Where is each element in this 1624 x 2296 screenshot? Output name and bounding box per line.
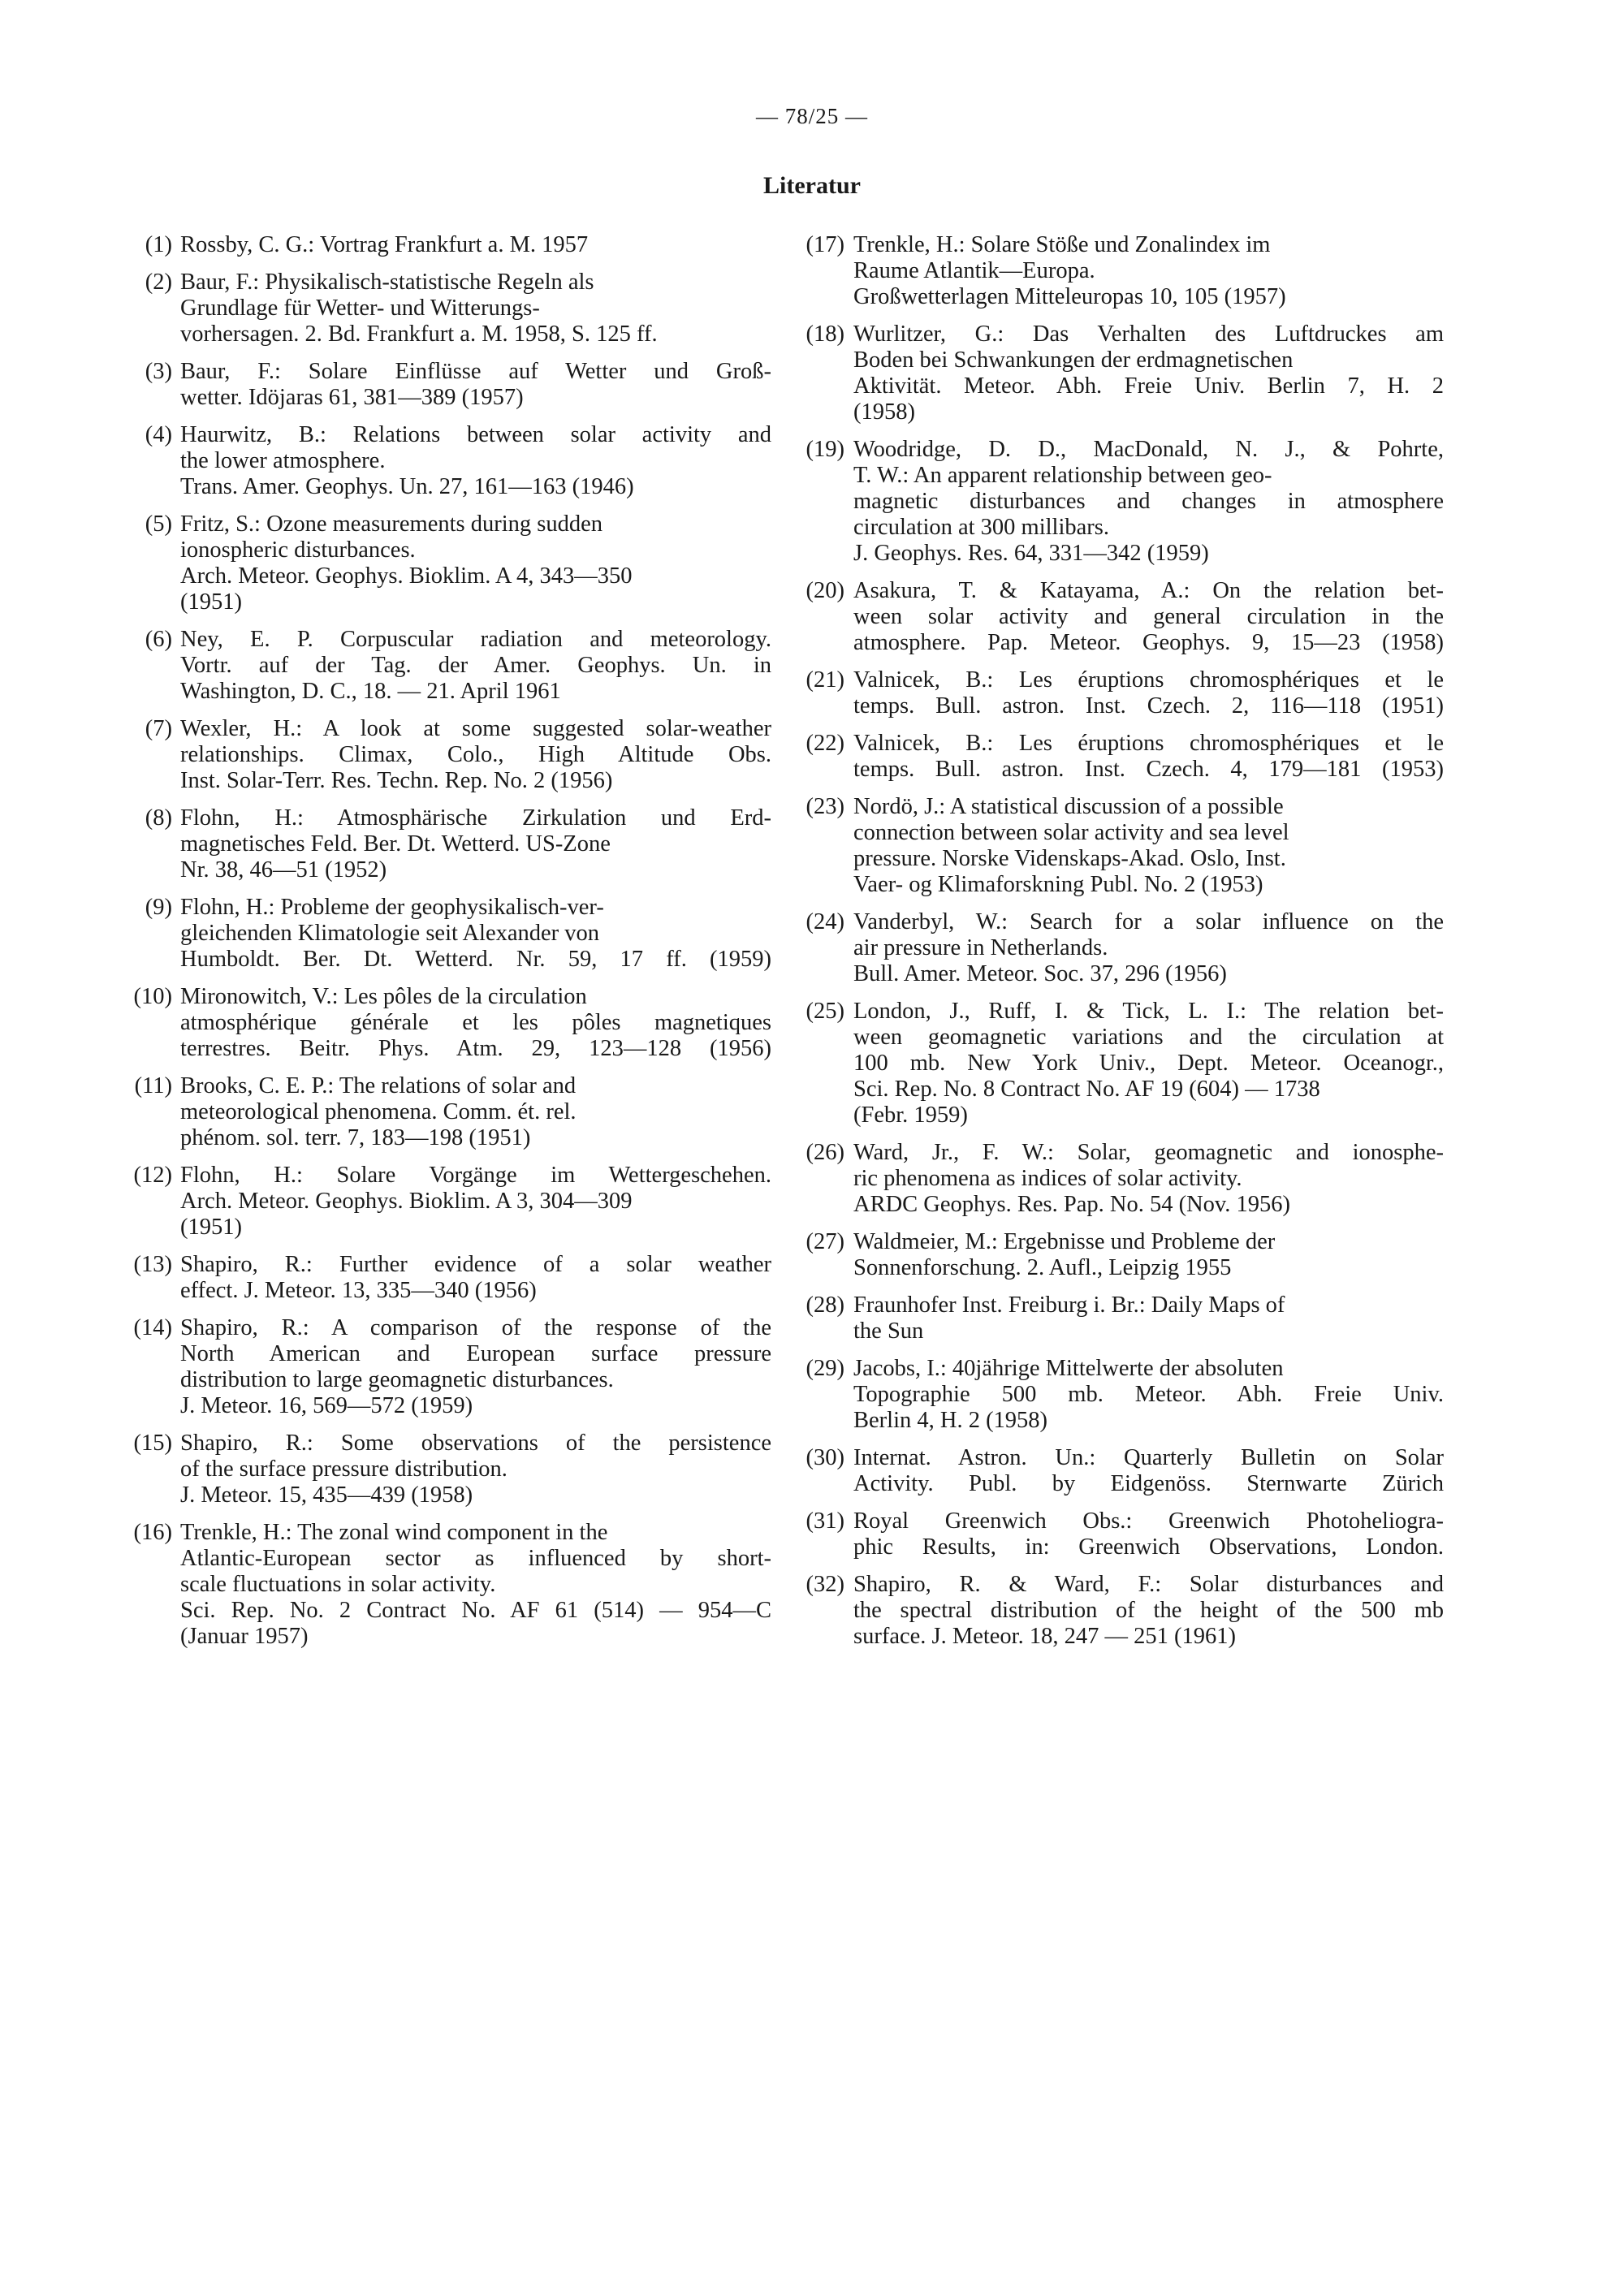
reference-number: (15) <box>133 1431 172 1456</box>
reference-text-line: Trenkle, H.: The zonal wind component in the <box>180 1520 608 1545</box>
reference-text-line: Woodridge, D. D., MacDonald, N. J., & Pohrte, <box>853 437 1444 462</box>
reference-text-line: J. Meteor. 15, 435—439 (1958) <box>180 1482 473 1508</box>
reference-text-line: Shapiro, R.: Further evidence of a solar weather <box>180 1252 771 1277</box>
reference-text-line: gleichenden Klimatologie seit Alexander von <box>180 921 600 946</box>
reference-text-line: effect. J. Meteor. 13, 335—340 (1956) <box>180 1278 537 1303</box>
reference-text-line: terrestres. Beitr. Phys. Atm. 29, 123—128 (1956) <box>180 1036 771 1061</box>
reference-number: (10) <box>133 984 172 1009</box>
page-number: — 78/25 — <box>755 104 868 128</box>
reference-text-line: of the surface pressure distribution. <box>180 1457 508 1482</box>
reference-number: (11) <box>134 1073 172 1098</box>
reference-text-line: T. W.: An apparent relationship between geo- <box>853 463 1272 488</box>
reference-text-line: Großwetterlagen Mitteleuropas 10, 105 (1957) <box>853 284 1286 309</box>
reference-number: (30) <box>806 1445 844 1470</box>
reference-number: (19) <box>806 437 844 462</box>
reference-number: (13) <box>133 1252 172 1277</box>
reference-text-line: Raume Atlantik—Europa. <box>853 258 1095 283</box>
reference-text-line: Nr. 38, 46—51 (1952) <box>180 857 387 883</box>
reference-number: (17) <box>806 232 844 257</box>
reference-text-line: Mironowitch, V.: Les pôles de la circulation <box>180 984 587 1009</box>
reference-text-line: Sci. Rep. No. 8 Contract No. AF 19 (604) — 1738 <box>853 1077 1320 1102</box>
reference-text-line: surface. J. Meteor. 18, 247 — 251 (1961) <box>853 1624 1236 1649</box>
reference-text-line: Grundlage für Wetter- und Witterungs- <box>180 296 540 321</box>
reference-number: (27) <box>806 1229 844 1254</box>
reference-text-line: Flohn, H.: Solare Vorgänge im Wettergeschehen. <box>180 1163 771 1188</box>
reference-text-line: pressure. Norske Videnskaps-Akad. Oslo, Inst. <box>853 846 1286 871</box>
reference-number: (4) <box>145 422 172 447</box>
reference-text-line: Boden bei Schwankungen der erdmagnetischen <box>853 347 1294 373</box>
reference-number: (24) <box>806 909 844 934</box>
reference-number: (21) <box>806 667 844 693</box>
reference-text-line: (Januar 1957) <box>180 1624 309 1649</box>
reference-number: (1) <box>145 232 172 257</box>
reference-text-line: the Sun <box>853 1318 924 1344</box>
reference-text-line: circulation at 300 millibars. <box>853 515 1110 540</box>
reference-entry <box>122 422 771 500</box>
reference-text-line: J. Geophys. Res. 64, 331—342 (1959) <box>853 541 1209 566</box>
reference-number: (18) <box>806 322 844 347</box>
reference-number: (31) <box>806 1508 844 1534</box>
reference-text-line: Arch. Meteor. Geophys. Bioklim. A 3, 304—309 <box>180 1189 633 1214</box>
reference-text-line: Royal Greenwich Obs.: Greenwich Photoheliogra- <box>853 1508 1444 1534</box>
reference-entry <box>794 794 1444 898</box>
reference-number: (29) <box>806 1356 844 1381</box>
reference-text-line: Brooks, C. E. P.: The relations of solar and <box>180 1073 577 1098</box>
reference-entry <box>794 667 1444 719</box>
reference-text-line: meteorological phenomena. Comm. ét. rel. <box>180 1099 577 1124</box>
reference-text-line: (1958) <box>853 399 915 425</box>
reference-text-line: Trenkle, H.: Solare Stöße und Zonalindex im <box>853 232 1271 257</box>
reference-text-line: Jacobs, I.: 40jährige Mittelwerte der absoluten <box>853 1356 1284 1381</box>
reference-text-line: wetter. Idöjaras 61, 381—389 (1957) <box>180 385 524 410</box>
reference-entry <box>122 511 771 615</box>
page-title: Literatur <box>763 172 861 199</box>
reference-number: (28) <box>806 1293 844 1318</box>
reference-text-line: Fritz, S.: Ozone measurements during sudden <box>180 511 603 537</box>
reference-entry <box>122 716 771 794</box>
reference-text-line: the lower atmosphere. <box>180 448 386 473</box>
reference-text-line: Aktivität. Meteor. Abh. Freie Univ. Berlin 7, H. 2 <box>853 373 1444 399</box>
reference-text-line: Wexler, H.: A look at some suggested solar-weather <box>180 716 771 741</box>
reference-entry <box>794 322 1444 425</box>
reference-number: (20) <box>806 578 844 603</box>
reference-text-line: Vortr. auf der Tag. der Amer. Geophys. Un. in <box>180 653 771 678</box>
reference-text-line: J. Meteor. 16, 569—572 (1959) <box>180 1393 473 1418</box>
reference-entry <box>122 1252 771 1304</box>
reference-text-line: relationships. Climax, Colo., High Altitude Obs. <box>180 742 771 767</box>
reference-entry <box>794 999 1444 1129</box>
reference-text-line: Berlin 4, H. 2 (1958) <box>853 1408 1048 1433</box>
reference-text-line: (1951) <box>180 1215 242 1240</box>
reference-number: (2) <box>145 270 172 295</box>
reference-entry <box>794 578 1444 656</box>
reference-entry <box>122 359 771 411</box>
reference-text-line: Valnicek, B.: Les éruptions chromosphériques et le <box>853 667 1444 693</box>
reference-text-line: connection between solar activity and sea level <box>853 820 1289 845</box>
reference-text-line: Wurlitzer, G.: Das Verhalten des Luftdruckes am <box>853 322 1444 347</box>
reference-entry <box>122 1315 771 1419</box>
reference-entry <box>794 731 1444 783</box>
reference-text-line: Trans. Amer. Geophys. Un. 27, 161—163 (1946) <box>180 474 634 499</box>
reference-text-line: London, J., Ruff, I. & Tick, L. I.: The relation bet- <box>853 999 1444 1024</box>
reference-entry <box>794 1140 1444 1218</box>
reference-text-line: Shapiro, R. & Ward, F.: Solar disturbances and <box>853 1572 1444 1597</box>
reference-entry <box>122 1431 771 1508</box>
reference-text-line: Atlantic-European sector as influenced by short- <box>180 1546 771 1571</box>
reference-number: (32) <box>806 1572 844 1597</box>
reference-text-line: temps. Bull. astron. Inst. Czech. 2, 116—118 (1951) <box>853 693 1444 719</box>
reference-text-line: Ward, Jr., F. W.: Solar, geomagnetic and ionosphe- <box>853 1140 1444 1165</box>
reference-entry <box>122 805 771 883</box>
reference-text-line: phic Results, in: Greenwich Observations, London. <box>853 1534 1444 1560</box>
reference-text-line: magnetisches Feld. Ber. Dt. Wetterd. US-Zone <box>180 831 611 857</box>
reference-text-line: Bull. Amer. Meteor. Soc. 37, 296 (1956) <box>853 961 1227 986</box>
reference-text-line: atmosphere. Pap. Meteor. Geophys. 9, 15—23 (1958) <box>853 630 1444 655</box>
reference-number: (12) <box>133 1163 172 1188</box>
reference-text-line: Flohn, H.: Atmosphärische Zirkulation und Erd- <box>180 805 771 831</box>
reference-number: (5) <box>145 511 172 537</box>
reference-text-line: ween geomagnetic variations and the circulation at <box>853 1025 1444 1050</box>
reference-text-line: Arch. Meteor. Geophys. Bioklim. A 4, 343—350 <box>180 563 633 589</box>
reference-column-left <box>122 232 771 1661</box>
reference-number: (25) <box>806 999 844 1024</box>
reference-text-line: Vaer- og Klimaforskning Publ. No. 2 (1953) <box>853 872 1263 897</box>
reference-text-line: Waldmeier, M.: Ergebnisse und Probleme der <box>853 1229 1276 1254</box>
reference-text-line: Sonnenforschung. 2. Aufl., Leipzig 1955 <box>853 1255 1232 1280</box>
reference-text-line: ric phenomena as indices of solar activity. <box>853 1166 1242 1191</box>
reference-number: (8) <box>145 805 172 831</box>
reference-text-line: Asakura, T. & Katayama, A.: On the relation bet- <box>853 578 1444 603</box>
reference-text-line: Nordö, J.: A statistical discussion of a possible <box>853 794 1284 819</box>
reference-text-line: Rossby, C. G.: Vortrag Frankfurt a. M. 1957 <box>180 232 589 257</box>
reference-text-line: Internat. Astron. Un.: Quarterly Bulletin on Solar <box>853 1445 1444 1470</box>
reference-entry <box>794 1572 1444 1650</box>
reference-text-line: North American and European surface pressure <box>180 1341 771 1366</box>
reference-number: (3) <box>145 359 172 384</box>
reference-text-line: Activity. Publ. by Eidgenöss. Sternwarte Zürich <box>853 1471 1444 1496</box>
reference-number: (6) <box>145 627 172 652</box>
reference-text-line: ARDC Geophys. Res. Pap. No. 54 (Nov. 1956) <box>853 1192 1291 1217</box>
reference-number: (26) <box>806 1140 844 1165</box>
reference-text-line: Topographie 500 mb. Meteor. Abh. Freie Univ. <box>853 1382 1444 1407</box>
reference-entry <box>794 437 1444 567</box>
reference-entry <box>794 1356 1444 1434</box>
reference-entry <box>122 1073 771 1151</box>
reference-entry <box>794 232 1444 310</box>
reference-text-line: ween solar activity and general circulation in the <box>853 604 1444 629</box>
reference-text-line: (1951) <box>180 589 242 615</box>
reference-text-line: Ney, E. P. Corpuscular radiation and meteorology. <box>180 627 771 652</box>
reference-entry <box>122 627 771 705</box>
reference-number: (14) <box>133 1315 172 1340</box>
reference-text-line: Inst. Solar-Terr. Res. Techn. Rep. No. 2 (1956) <box>180 768 613 793</box>
reference-number: (22) <box>806 731 844 756</box>
reference-text-line: Baur, F.: Physikalisch-statistische Regeln als <box>180 270 594 295</box>
reference-text-line: Fraunhofer Inst. Freiburg i. Br.: Daily Maps of <box>853 1293 1285 1318</box>
reference-number: (23) <box>806 794 844 819</box>
reference-text-line: Sci. Rep. No. 2 Contract No. AF 61 (514) — 954—C <box>180 1598 771 1623</box>
reference-number: (7) <box>145 716 172 741</box>
reference-text-line: distribution to large geomagnetic disturbances. <box>180 1367 614 1392</box>
reference-text-line: vorhersagen. 2. Bd. Frankfurt a. M. 1958, S. 125 ff. <box>180 322 658 347</box>
reference-text-line: Vanderbyl, W.: Search for a solar influence on the <box>853 909 1444 934</box>
reference-column-right <box>794 232 1444 1661</box>
reference-entry <box>794 1508 1444 1560</box>
reference-text-line: phénom. sol. terr. 7, 183—198 (1951) <box>180 1125 531 1150</box>
reference-entry <box>794 1445 1444 1497</box>
reference-text-line: atmosphérique générale et les pôles magnetiques <box>180 1010 771 1035</box>
reference-text-line: Washington, D. C., 18. — 21. April 1961 <box>180 679 561 704</box>
reference-entry <box>122 270 771 347</box>
reference-text-line: Shapiro, R.: A comparison of the response of the <box>180 1315 771 1340</box>
reference-text-line: 100 mb. New York Univ., Dept. Meteor. Oceanogr., <box>853 1051 1444 1076</box>
reference-entry <box>122 895 771 973</box>
reference-text-line: Flohn, H.: Probleme der geophysikalisch-ver- <box>180 895 604 920</box>
reference-text-line: (Febr. 1959) <box>853 1103 968 1128</box>
reference-entry <box>122 1163 771 1241</box>
reference-entry <box>794 1293 1444 1344</box>
reference-text-line: scale fluctuations in solar activity. <box>180 1572 496 1597</box>
reference-text-line: temps. Bull. astron. Inst. Czech. 4, 179—181 (1953) <box>853 757 1444 782</box>
reference-text-line: Humboldt. Ber. Dt. Wetterd. Nr. 59, 17 ff. (1959) <box>180 947 771 972</box>
reference-text-line: Valnicek, B.: Les éruptions chromosphériques et le <box>853 731 1444 756</box>
reference-entry <box>794 909 1444 987</box>
reference-text-line: Baur, F.: Solare Einflüsse auf Wetter und Groß- <box>180 359 771 384</box>
reference-text-line: Haurwitz, B.: Relations between solar activity and <box>180 422 771 447</box>
reference-text-line: Shapiro, R.: Some observations of the persistence <box>180 1431 771 1456</box>
reference-number: (9) <box>145 895 172 920</box>
reference-entry <box>122 984 771 1062</box>
reference-number: (16) <box>133 1520 172 1545</box>
reference-entry <box>794 1229 1444 1281</box>
reference-entry <box>122 232 771 258</box>
reference-text-line: magnetic disturbances and changes in atmosphere <box>853 489 1444 514</box>
reference-text-line: air pressure in Netherlands. <box>853 935 1108 960</box>
reference-entry <box>122 1520 771 1650</box>
reference-text-line: the spectral distribution of the height of the 500 mb <box>853 1598 1444 1623</box>
reference-text-line: ionospheric disturbances. <box>180 537 416 563</box>
